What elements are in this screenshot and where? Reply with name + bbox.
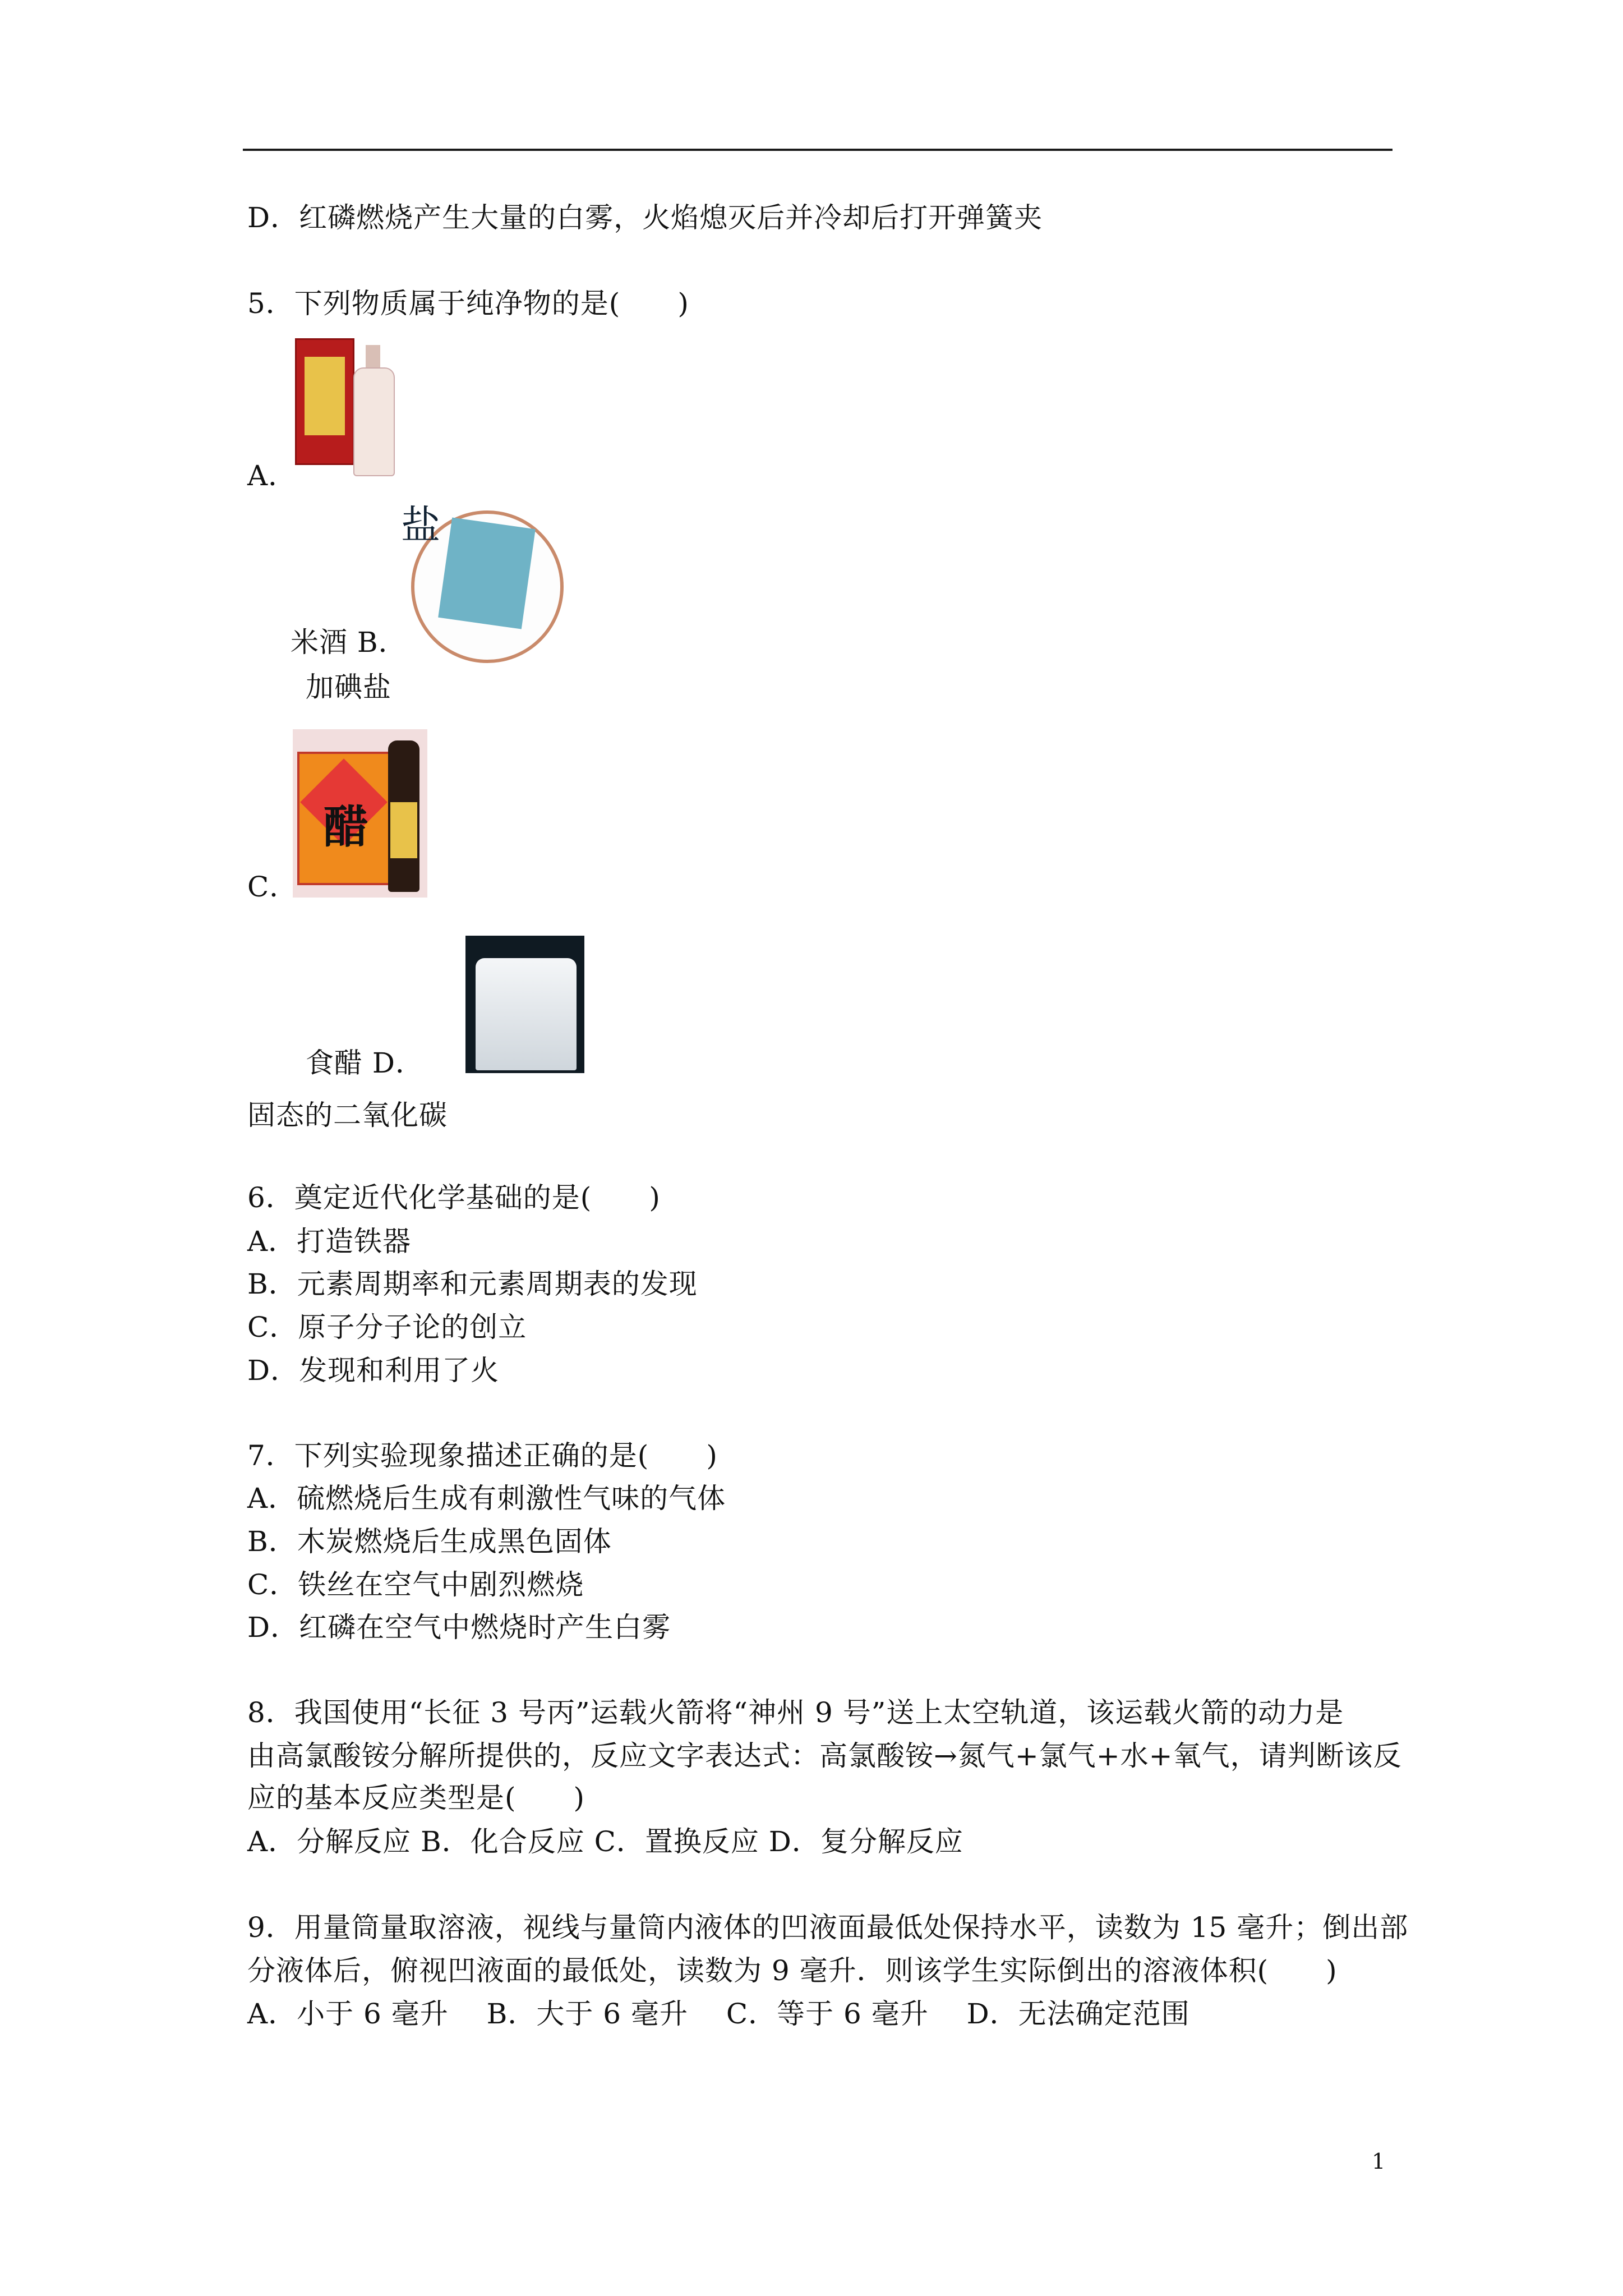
rice-wine-image: [292, 334, 404, 482]
q8-options: A．分解反应 B．化合反应 C．置换反应 D．复分解反应: [247, 1825, 963, 1858]
q5-option-d-name: 固态的二氧化碳: [247, 1099, 448, 1131]
q5-option-c-name-d-letter: 食醋 D．: [306, 1047, 424, 1079]
q9-stem-line-2: 分液体后，俯视凹液面的最低处，读数为 9 毫升．则该学生实际倒出的溶液体积( ): [247, 1954, 1338, 1987]
q6-stem: 6．奠定近代化学基础的是( ): [247, 1181, 661, 1214]
q6-option-c: C．原子分子论的创立: [247, 1311, 527, 1343]
q9-stem-line-1: 9．用量筒量取溶液，视线与量筒内液体的凹液面最低处保持水平，读数为 15 毫升；倒出部: [247, 1911, 1409, 1944]
vinegar-glyph: 醋: [324, 800, 368, 853]
vinegar-image: [293, 729, 427, 898]
q5-option-b-name: 加碘盐: [306, 671, 391, 703]
header-rule: [243, 149, 1393, 151]
q6-option-b: B．元素周期率和元素周期表的发现: [247, 1268, 698, 1300]
page-number: 1: [1372, 2149, 1386, 2174]
q8-stem-line-3: 应的基本反应类型是( ): [247, 1782, 585, 1814]
q7-option-a: A．硫燃烧后生成有刺激性气味的气体: [247, 1482, 726, 1515]
q8-stem-line-2: 由高氯酸铵分解所提供的，反应文字表达式：高氯酸铵→氮气+氯气+水+氧气，请判断该反: [247, 1740, 1402, 1772]
q5-option-c-letter: C．: [247, 871, 298, 903]
q6-option-a: A．打造铁器: [247, 1225, 412, 1258]
q7-stem: 7．下列实验现象描述正确的是( ): [247, 1439, 718, 1472]
dry-ice-image: [465, 936, 584, 1073]
q6-option-d: D．发现和利用了火: [247, 1354, 500, 1387]
q7-option-c: C．铁丝在空气中剧烈燃烧: [247, 1568, 584, 1601]
q5-option-a-name-b-letter: 米酒 B．: [291, 626, 407, 659]
salt-glyph: 盐: [401, 502, 440, 548]
q5-stem: 5．下列物质属于纯净物的是( ): [247, 287, 689, 320]
q7-option-d: D．红磷在空气中燃烧时产生白雾: [247, 1611, 671, 1644]
q8-stem-line-1: 8．我国使用“长征 3 号丙”运载火箭将“神州 9 号”送上太空轨道，该运载火箭的动力是: [247, 1696, 1344, 1729]
q5-option-a-letter: A．: [247, 459, 297, 492]
q7-option-b: B．木炭燃烧后生成黑色固体: [247, 1525, 612, 1558]
iodized-salt-image: [401, 494, 569, 668]
q4-option-d: D．红磷燃烧产生大量的白雾，火焰熄灭后并冷却后打开弹簧夹: [247, 201, 1043, 234]
q9-options: A．小于 6 毫升 B．大于 6 毫升 C．等于 6 毫升 D．无法确定范围: [247, 1998, 1190, 2030]
